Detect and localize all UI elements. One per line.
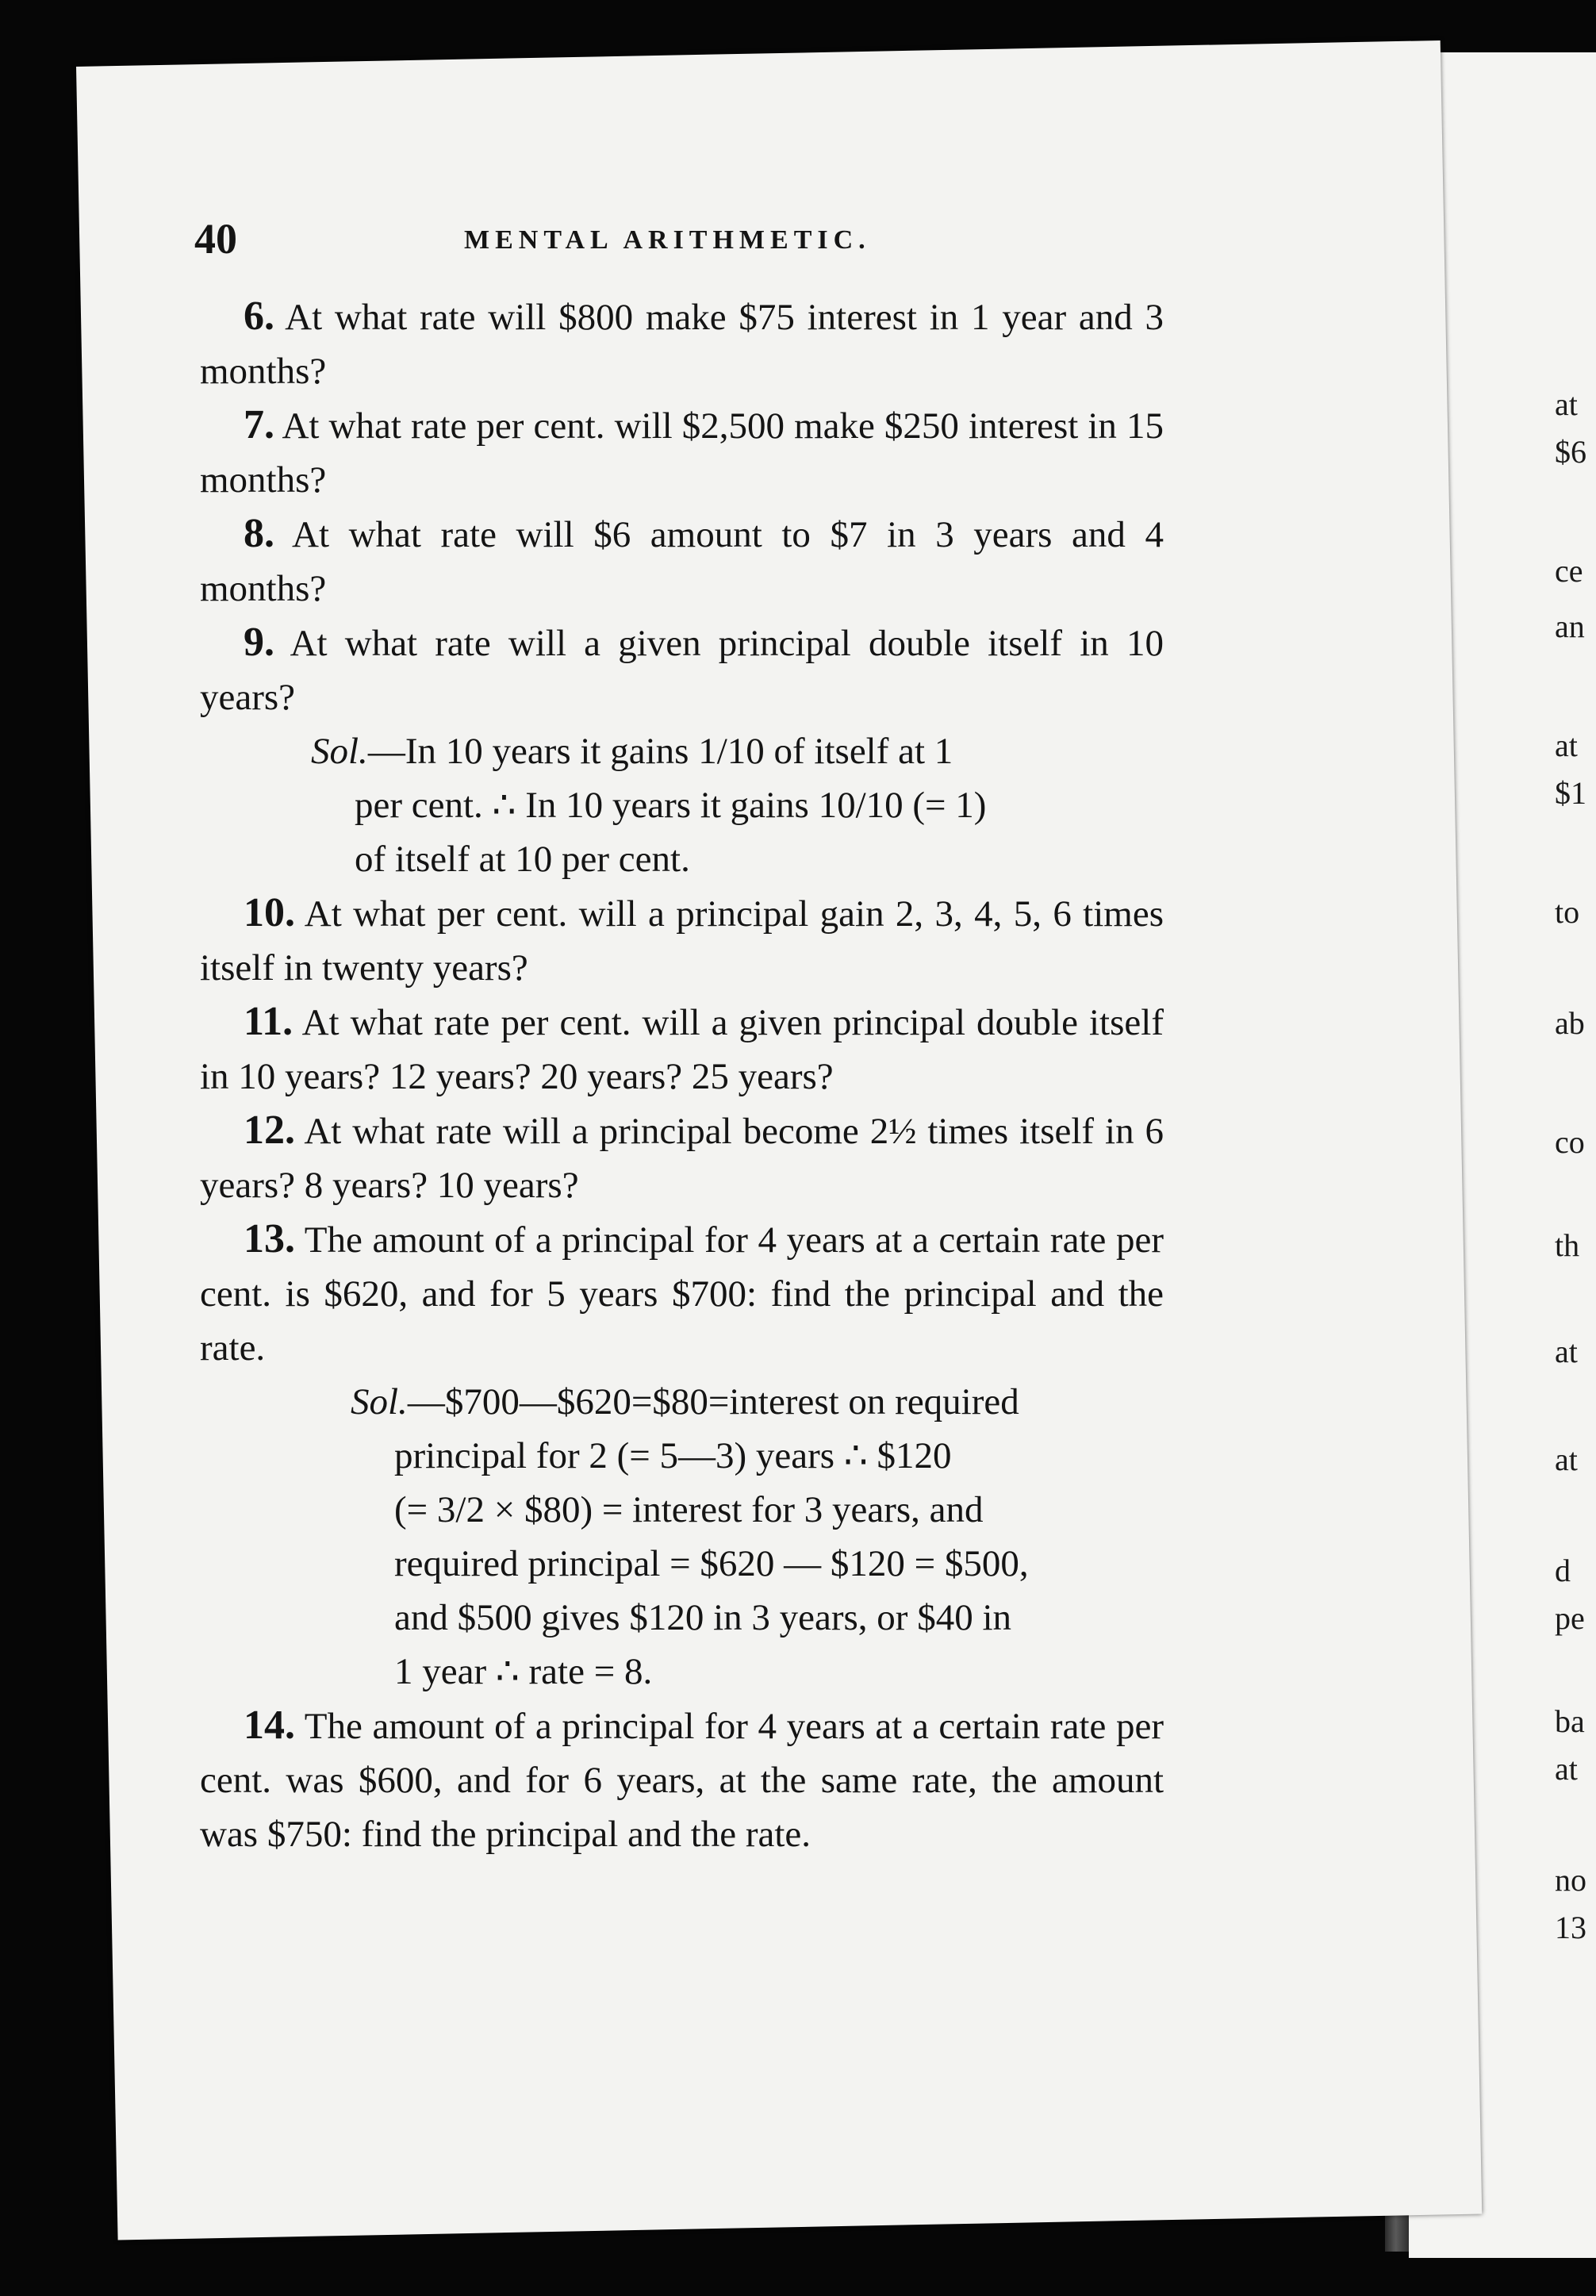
facing-page-fragments bbox=[1555, 0, 1596, 2296]
fragment-text: ce bbox=[1555, 553, 1583, 589]
fragment-text: th bbox=[1555, 1227, 1580, 1263]
solution-label: Sol. bbox=[351, 1381, 408, 1423]
problem-number: 12. bbox=[244, 1108, 295, 1153]
solution-line: per cent. ∴ In 10 years it gains 10/10 (= 1) bbox=[355, 785, 987, 826]
problem-9 bbox=[200, 616, 1164, 724]
solution-line bbox=[351, 1375, 1164, 1429]
solution-line: required principal = $620 — $120 = $500, bbox=[394, 1543, 1029, 1584]
problem-text: The amount of a principal for 4 years at a certain rate per cent. is $620, and for 5 years $700: find the principal and the rate. bbox=[200, 1219, 1164, 1369]
problem-7 bbox=[200, 398, 1164, 507]
fragment-text: no bbox=[1555, 1862, 1586, 1898]
solution-line: principal for 2 (= 5—3) years ∴ $120 bbox=[394, 1435, 952, 1476]
fragment-text: to bbox=[1555, 894, 1580, 930]
fragment-text: 13 bbox=[1555, 1910, 1586, 1945]
solution-label: Sol. bbox=[311, 731, 368, 772]
problem-13 bbox=[200, 1212, 1164, 1375]
problem-number: 13. bbox=[244, 1216, 295, 1261]
solution-text: —$700—$620=$80=interest on required bbox=[407, 1381, 1019, 1423]
fragment-text: at bbox=[1555, 728, 1578, 763]
fragment-text: d bbox=[1555, 1553, 1571, 1588]
problem-14 bbox=[200, 1699, 1164, 1861]
running-head bbox=[194, 214, 1226, 278]
page-number: 40 bbox=[194, 215, 237, 263]
fragment-text: ab bbox=[1555, 1005, 1585, 1041]
solution-13 bbox=[351, 1375, 1164, 1699]
problem-8 bbox=[200, 507, 1164, 616]
problem-text: At what rate will $6 amount to $7 in 3 years and 4 months? bbox=[200, 514, 1164, 609]
fragment-text: pe bbox=[1555, 1600, 1585, 1636]
problem-number: 14. bbox=[244, 1703, 295, 1748]
fragment-text: an bbox=[1555, 609, 1585, 644]
fragment-text: at bbox=[1555, 1442, 1578, 1477]
problem-text: At what per cent. will a principal gain 2, 3, 4, 5, 6 times itself in twenty years? bbox=[200, 893, 1164, 989]
problem-text: At what rate per cent. will a given principal double itself in 10 years? 12 years? 20 years? 25 years? bbox=[200, 1002, 1164, 1097]
fragment-text: $6 bbox=[1555, 434, 1586, 470]
solution-9 bbox=[311, 724, 1164, 886]
problem-12 bbox=[200, 1104, 1164, 1212]
problem-number: 10. bbox=[244, 890, 295, 935]
problem-text: At what rate will $800 make $75 interest in 1 year and 3 months? bbox=[200, 297, 1164, 392]
problem-text: At what rate per cent. will $2,500 make $250 interest in 15 months? bbox=[200, 405, 1164, 501]
solution-line: 1 year ∴ rate = 8. bbox=[394, 1651, 653, 1692]
problem-text: At what rate will a principal become 2½ times itself in 6 years? 8 years? 10 years? bbox=[200, 1111, 1164, 1206]
problem-text: At what rate will a given principal double itself in 10 years? bbox=[200, 623, 1164, 718]
solution-line: and $500 gives $120 in 3 years, or $40 in bbox=[394, 1597, 1012, 1638]
problem-number: 9. bbox=[244, 620, 274, 665]
problem-number: 6. bbox=[244, 294, 274, 339]
fragment-text: co bbox=[1555, 1124, 1585, 1160]
problem-11 bbox=[200, 995, 1164, 1104]
fragment-text: ba bbox=[1555, 1703, 1585, 1739]
fragment-text: at bbox=[1555, 1751, 1578, 1787]
solution-text: —In 10 years it gains 1/10 of itself at 1 bbox=[367, 731, 953, 772]
problem-number: 7. bbox=[244, 402, 274, 447]
fragment-text: $1 bbox=[1555, 775, 1586, 811]
fragment-text: at bbox=[1555, 1334, 1578, 1369]
running-title: MENTAL ARITHMETIC. bbox=[464, 225, 871, 255]
page-body bbox=[200, 290, 1164, 1861]
problem-text: The amount of a principal for 4 years at a certain rate per cent. was $600, and for 6 years, at the same rate, the amount was $750: find the principal and the rate. bbox=[200, 1706, 1164, 1855]
solution-line: of itself at 10 per cent. bbox=[355, 839, 690, 880]
solution-line: (= 3/2 × $80) = interest for 3 years, and bbox=[394, 1489, 984, 1530]
solution-line bbox=[311, 724, 1164, 778]
problem-number: 11. bbox=[244, 999, 293, 1044]
problem-6 bbox=[200, 290, 1164, 398]
problem-10 bbox=[200, 886, 1164, 995]
problem-number: 8. bbox=[244, 511, 274, 556]
fragment-text: at bbox=[1555, 386, 1578, 422]
